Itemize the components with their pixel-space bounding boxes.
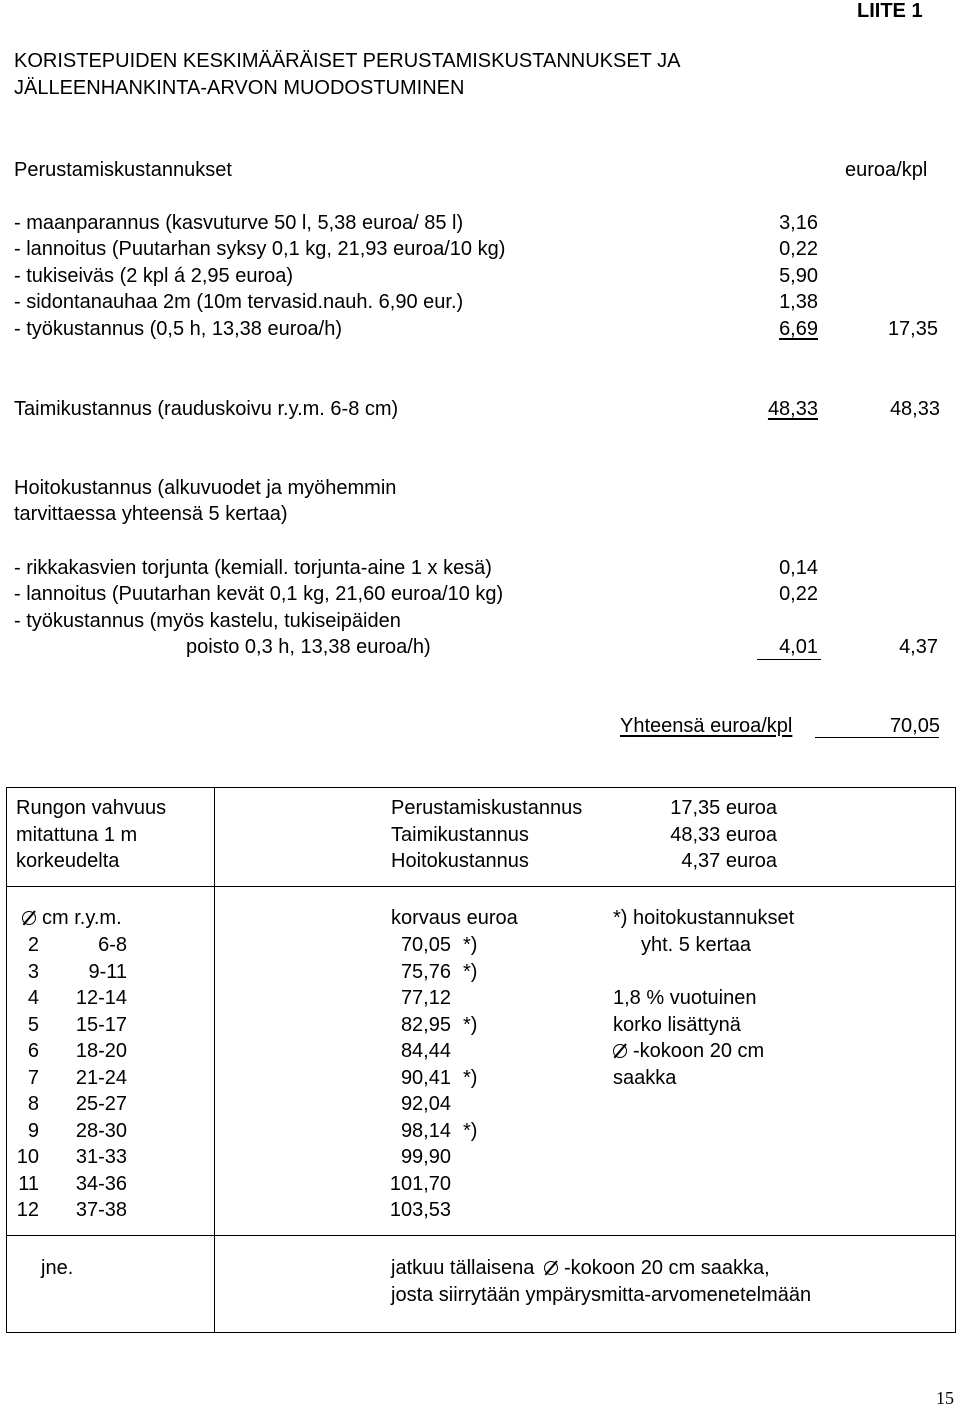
size-class: 8: [27, 1093, 39, 1115]
establishment-heading: Perustamiskustannukset: [14, 159, 232, 181]
summary-label: Perustamiskustannus: [391, 797, 583, 819]
note-line: 1,8 % vuotuinen: [613, 987, 757, 1009]
note-line: yht. 5 kertaa: [641, 934, 752, 956]
diameter-range: 25-27: [75, 1093, 127, 1115]
maintenance-work-label: poisto 0,3 h, 13,38 euroa/h): [186, 636, 431, 658]
column-divider: [214, 788, 215, 1332]
establishment-item-value: 1,38: [779, 291, 818, 313]
maintenance-mark: *): [463, 1013, 478, 1036]
footer-note: jatkuu tällaisena -kokoon 20 cm saakka,: [391, 1257, 770, 1279]
size-class: 2: [27, 934, 39, 956]
maintenance-total: 4,37: [899, 636, 938, 658]
note-line: *) hoitokustannukset: [613, 907, 795, 929]
maintenance-item-label: - lannoitus (Puutarhan kevät 0,1 kg, 21,60 euroa/10 kg): [14, 583, 504, 605]
establishment-item-value: 0,22: [779, 238, 818, 260]
summary-label: Hoitokustannus: [391, 850, 529, 872]
maintenance-mark: *): [463, 1119, 478, 1142]
diameter-icon: [544, 1261, 558, 1275]
diameter-range: 28-30: [75, 1119, 127, 1142]
diameter-range: 15-17: [75, 1013, 127, 1036]
maintenance-mark: *): [463, 1066, 478, 1089]
size-class: 10: [16, 1146, 39, 1168]
establishment-item-label: - tukiseiväs (2 kpl á 2,95 euroa): [14, 265, 294, 287]
summary-value: 4,37 euroa: [681, 850, 777, 872]
compensation-value: 101,70: [389, 1172, 451, 1195]
page-number: 15: [936, 1388, 954, 1408]
diameter-range: 37-38: [75, 1199, 127, 1221]
diameter-icon: [613, 1044, 627, 1058]
compensation-value: 77,12: [400, 987, 451, 1009]
trunk-heading: mitattuna 1 m: [16, 824, 138, 846]
diameter-icon: [22, 911, 36, 925]
seedling-total: 48,33: [889, 398, 940, 420]
size-class: 7: [27, 1066, 39, 1089]
summary-value: 17,35 euroa: [670, 797, 777, 819]
establishment-total: 17,35: [887, 318, 938, 340]
unit-header: euroa/kpl: [845, 159, 928, 181]
compensation-value: 98,14: [400, 1119, 451, 1142]
grand-total-label: Yhteensä euroa/kpl: [620, 715, 793, 737]
note-line: saakka: [613, 1067, 677, 1089]
diameter-range: 21-24: [75, 1066, 127, 1089]
compensation-value: 99,90: [400, 1146, 451, 1168]
note-line: -kokoon 20 cm: [613, 1038, 764, 1064]
diameter-range: 9-11: [88, 960, 127, 983]
note-line: korko lisättynä: [613, 1014, 741, 1036]
compensation-value: 90,41: [400, 1066, 451, 1089]
size-class: 3: [27, 960, 39, 983]
trunk-heading: Rungon vahvuus: [16, 797, 167, 819]
establishment-item-label: - sidontanauhaa 2m (10m tervasid.nauh. 6,90 eur.): [14, 291, 464, 313]
establishment-item-value: 5,90: [779, 265, 818, 287]
maintenance-item-value: 0,14: [779, 557, 818, 579]
value-column-header: korvaus euroa: [391, 907, 518, 929]
establishment-item-label: - työkustannus (0,5 h, 13,38 euroa/h): [14, 318, 342, 340]
compensation-value: 75,76: [400, 960, 451, 983]
size-class: 5: [27, 1013, 39, 1036]
size-class: 12: [16, 1199, 39, 1221]
compensation-value: 103,53: [389, 1199, 451, 1221]
size-class: 4: [27, 987, 39, 1009]
establishment-item-label: - maanparannus (kasvuturve 50 l, 5,38 euroa/ 85 l): [14, 212, 464, 234]
summary-label: Taimikustannus: [391, 824, 529, 846]
diameter-range: 12-14: [75, 987, 127, 1009]
title-line-2: JÄLLEENHANKINTA-ARVON MUODOSTUMINEN: [14, 77, 465, 99]
establishment-item-label: - lannoitus (Puutarhan syksy 0,1 kg, 21,93 euroa/10 kg): [14, 238, 506, 260]
compensation-value: 84,44: [400, 1040, 451, 1062]
diameter-range: 31-33: [75, 1146, 127, 1168]
establishment-item-value: 6,69: [779, 318, 818, 340]
maintenance-work-value: 4,01: [779, 636, 818, 658]
trunk-heading: korkeudelta: [16, 850, 120, 872]
size-class: 6: [27, 1040, 39, 1062]
size-class: 9: [27, 1119, 39, 1142]
maintenance-work-label: - työkustannus (myös kastelu, tukiseipäiden: [14, 610, 401, 632]
grand-total-value: 70,05: [889, 715, 940, 737]
valuation-table: [6, 787, 956, 1333]
compensation-value: 70,05: [400, 934, 451, 956]
footer-etc: jne.: [41, 1257, 74, 1279]
size-column-header: cm r.y.m.: [22, 905, 122, 931]
diameter-range: 6-8: [98, 934, 127, 956]
footer-note: josta siirrytään ympärysmitta-arvomenetelmään: [391, 1284, 812, 1306]
maintenance-item-label: - rikkakasvien torjunta (kemiall. torjunta-aine 1 x kesä): [14, 557, 492, 579]
seedling-value: 48,33: [767, 398, 818, 420]
compensation-value: 82,95: [400, 1013, 451, 1036]
diameter-range: 34-36: [75, 1172, 127, 1195]
row-divider: [7, 1235, 955, 1236]
seedling-label: Taimikustannus (rauduskoivu r.y.m. 6-8 cm): [14, 398, 399, 420]
row-divider: [7, 886, 955, 887]
size-class: 11: [18, 1172, 39, 1195]
maintenance-heading: Hoitokustannus (alkuvuodet ja myöhemmin: [14, 477, 397, 499]
appendix-label: LIITE 1: [857, 0, 923, 22]
maintenance-heading: tarvittaessa yhteensä 5 kertaa): [14, 503, 288, 525]
summary-value: 48,33 euroa: [670, 824, 777, 846]
maintenance-item-value: 0,22: [779, 583, 818, 605]
diameter-range: 18-20: [75, 1040, 127, 1062]
maintenance-mark: *): [463, 960, 478, 983]
maintenance-mark: *): [463, 934, 478, 956]
title-line-1: KORISTEPUIDEN KESKIMÄÄRÄISET PERUSTAMISKUSTANNUKSET JA: [14, 50, 681, 72]
compensation-value: 92,04: [400, 1093, 451, 1115]
establishment-item-value: 3,16: [779, 212, 818, 234]
